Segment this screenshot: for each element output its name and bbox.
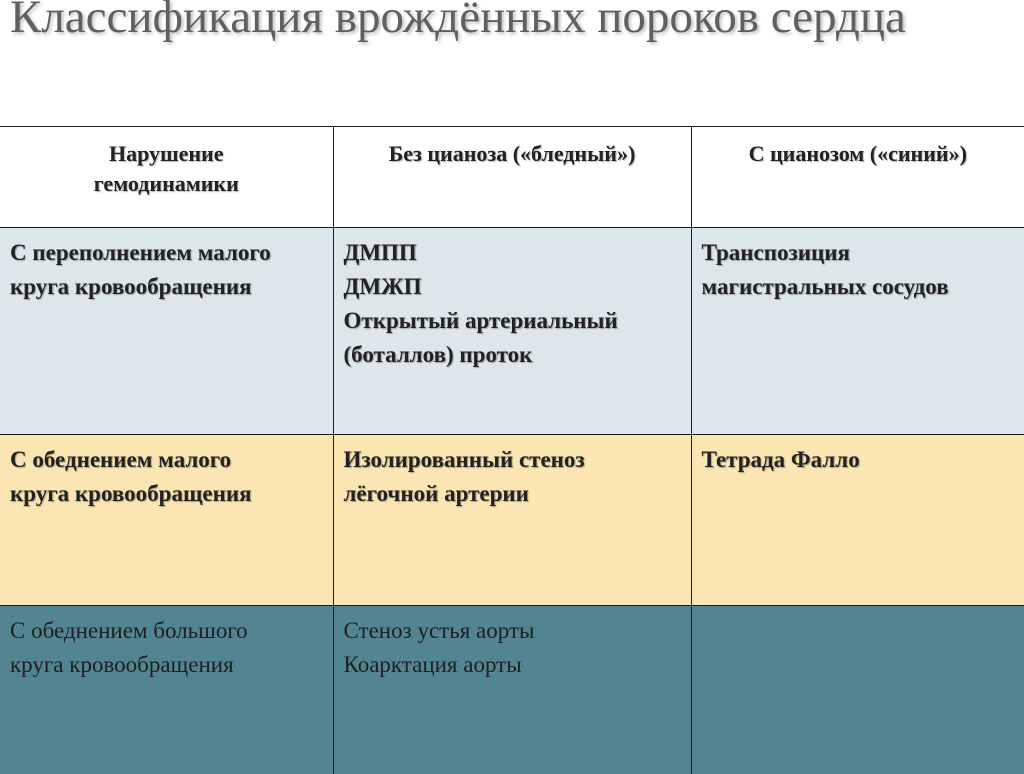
cell-line: Коарктация аорты bbox=[344, 648, 681, 682]
header-line: Нарушение bbox=[10, 139, 323, 169]
cell-line: Открытый артериальный bbox=[344, 304, 681, 338]
header-line: Без цианоза («бледный») bbox=[344, 139, 681, 169]
row-cyanotic bbox=[691, 228, 1024, 435]
cell-line: круга кровообращения bbox=[10, 477, 323, 511]
cell-line: Тетрада Фалло bbox=[702, 443, 1015, 477]
header-acyanotic bbox=[333, 127, 691, 228]
page-title: Классификация врождённых пороков сердца bbox=[10, 0, 1010, 48]
row-category bbox=[0, 606, 333, 774]
row-category bbox=[0, 435, 333, 606]
table-row bbox=[0, 435, 1024, 606]
table-row bbox=[0, 606, 1024, 774]
cell-line: Изолированный стеноз bbox=[344, 443, 681, 477]
header-line: С цианозом («синий») bbox=[702, 139, 1015, 169]
cell-line: Стеноз устья аорты bbox=[344, 614, 681, 648]
cell-line: Транспозиция bbox=[702, 236, 1015, 270]
cell-line: круга кровообращения bbox=[10, 648, 323, 682]
cell-line: ДМЖП bbox=[344, 270, 681, 304]
cell-line: (боталлов) проток bbox=[344, 338, 681, 372]
header-hemodynamics bbox=[0, 127, 333, 228]
row-acyanotic bbox=[333, 606, 691, 774]
cell-line: магистральных сосудов bbox=[702, 270, 1015, 304]
cell-line: ДМПП bbox=[344, 236, 681, 270]
row-category bbox=[0, 228, 333, 435]
cell-line: С переполнением малого bbox=[10, 236, 323, 270]
table-header-row bbox=[0, 127, 1024, 228]
header-cyanotic bbox=[691, 127, 1024, 228]
row-cyanotic bbox=[691, 435, 1024, 606]
row-acyanotic bbox=[333, 435, 691, 606]
cell-line: С обеднением малого bbox=[10, 443, 323, 477]
row-acyanotic bbox=[333, 228, 691, 435]
cell-line: С обеднением большого bbox=[10, 614, 323, 648]
row-cyanotic-empty bbox=[691, 606, 1024, 774]
cell-line: лёгочной артерии bbox=[344, 477, 681, 511]
classification-table bbox=[0, 126, 1024, 774]
header-line: гемодинамики bbox=[10, 169, 323, 199]
table-row bbox=[0, 228, 1024, 435]
cell-line: круга кровообращения bbox=[10, 270, 323, 304]
